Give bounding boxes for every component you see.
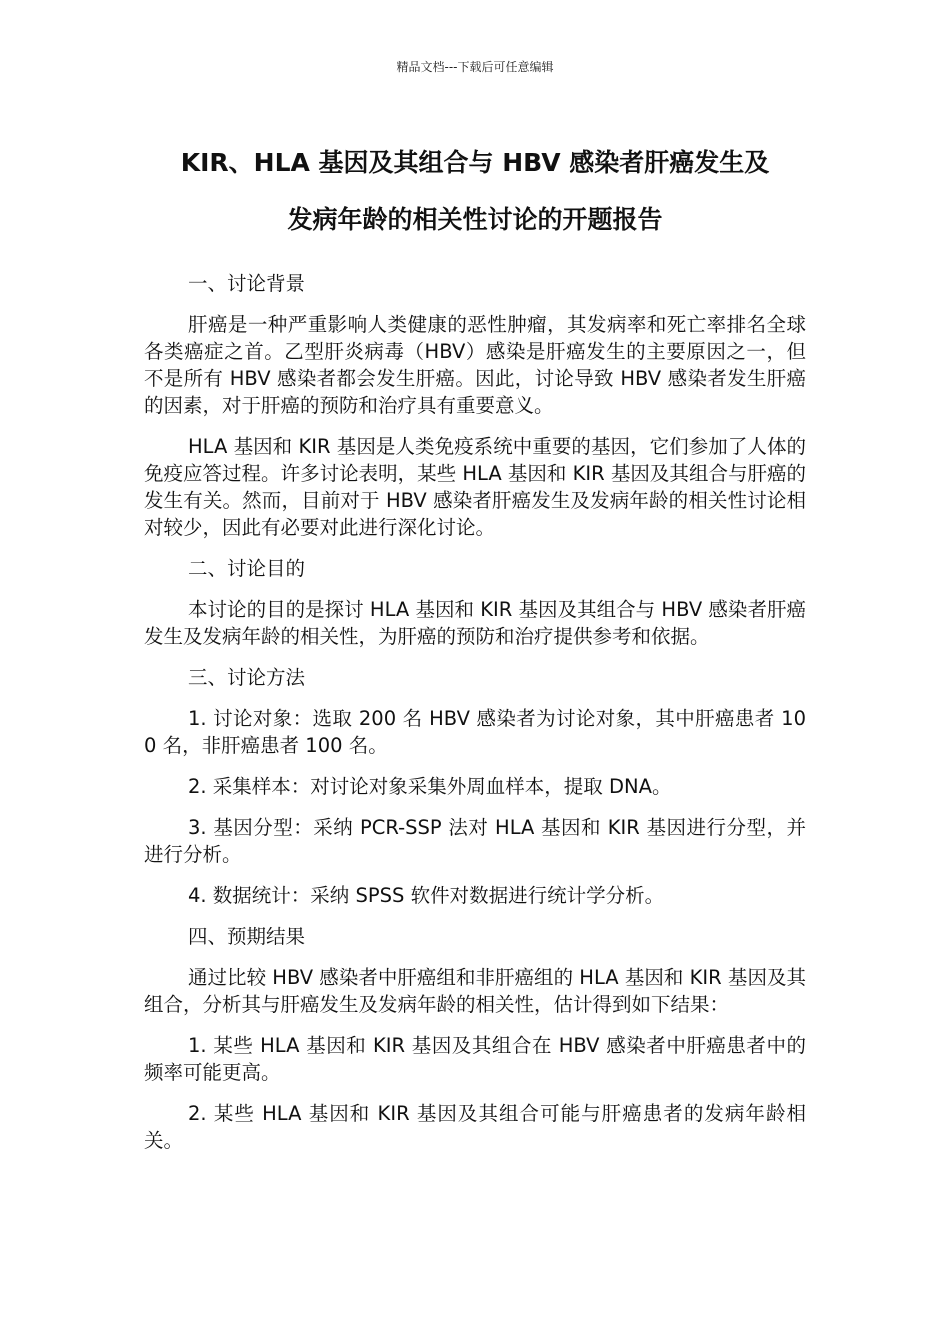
results-item: 2. 某些 HLA 基因和 KIR 基因及其组合可能与肝癌患者的发病年龄相关。 [144,1102,806,1152]
results-intro: 通过比较 HBV 感染者中肝癌组和非肝癌组的 HLA 基因和 KIR 基因及其组合，分析其与肝癌发生及发病年龄的相关性，估计得到如下结果： [144,966,806,1016]
methods-item: 1. 讨论对象：选取 200 名 HBV 感染者为讨论对象，其中肝癌患者 100 名，非肝癌患者 100 名。 [144,707,806,757]
section-heading-results: 四、预期结果 [188,925,306,948]
section-heading-methods: 三、讨论方法 [188,666,306,689]
title-line-1: KIR、HLA 基因及其组合与 HBV 感染者肝癌发生及 [180,148,770,177]
section-heading-purpose: 二、讨论目的 [188,557,306,580]
results-item: 1. 某些 HLA 基因和 KIR 基因及其组合在 HBV 感染者中肝癌患者中的频率可能更高。 [144,1034,806,1084]
background-paragraph-1: 肝癌是一种严重影响人类健康的恶性肿瘤，其发病率和死亡率排名全球各类癌症之首。乙型肝炎病毒（HBV）感染是肝癌发生的主要原因之一，但不是所有 HBV 感染者都会发生肝癌。因此，讨论导致 HBV 感染者发生肝癌的因素，对于肝癌的预防和治疗具有重要意义。 [144,313,806,417]
purpose-paragraph: 本讨论的目的是探讨 HLA 基因和 KIR 基因及其组合与 HBV 感染者肝癌发生及发病年龄的相关性，为肝癌的预防和治疗提供参考和依据。 [144,598,806,648]
title-line-2: 发病年龄的相关性讨论的开题报告 [287,205,663,234]
background-paragraph-2: HLA 基因和 KIR 基因是人类免疫系统中重要的基因，它们参加了人体的免疫应答过程。许多讨论表明，某些 HLA 基因和 KIR 基因及其组合与肝癌的发生有关。然而，目前对于 HBV 感染者肝癌发生及发病年龄的相关性讨论相对较少，因此有必要对此进行深化讨论。 [144,435,806,539]
methods-item: 4. 数据统计：采纳 SPSS 软件对数据进行统计学分析。 [188,884,665,907]
document-title [120,134,830,248]
document-body [144,270,806,1168]
header-note: 精品文档---下载后可任意编辑 [396,60,554,74]
methods-item: 2. 采集样本：对讨论对象采集外周血样本，提取 DNA。 [188,775,672,798]
section-heading-background: 一、讨论背景 [188,272,306,295]
methods-item: 3. 基因分型：采纳 PCR-SSP 法对 HLA 基因和 KIR 基因进行分型，并进行分析。 [144,816,806,866]
